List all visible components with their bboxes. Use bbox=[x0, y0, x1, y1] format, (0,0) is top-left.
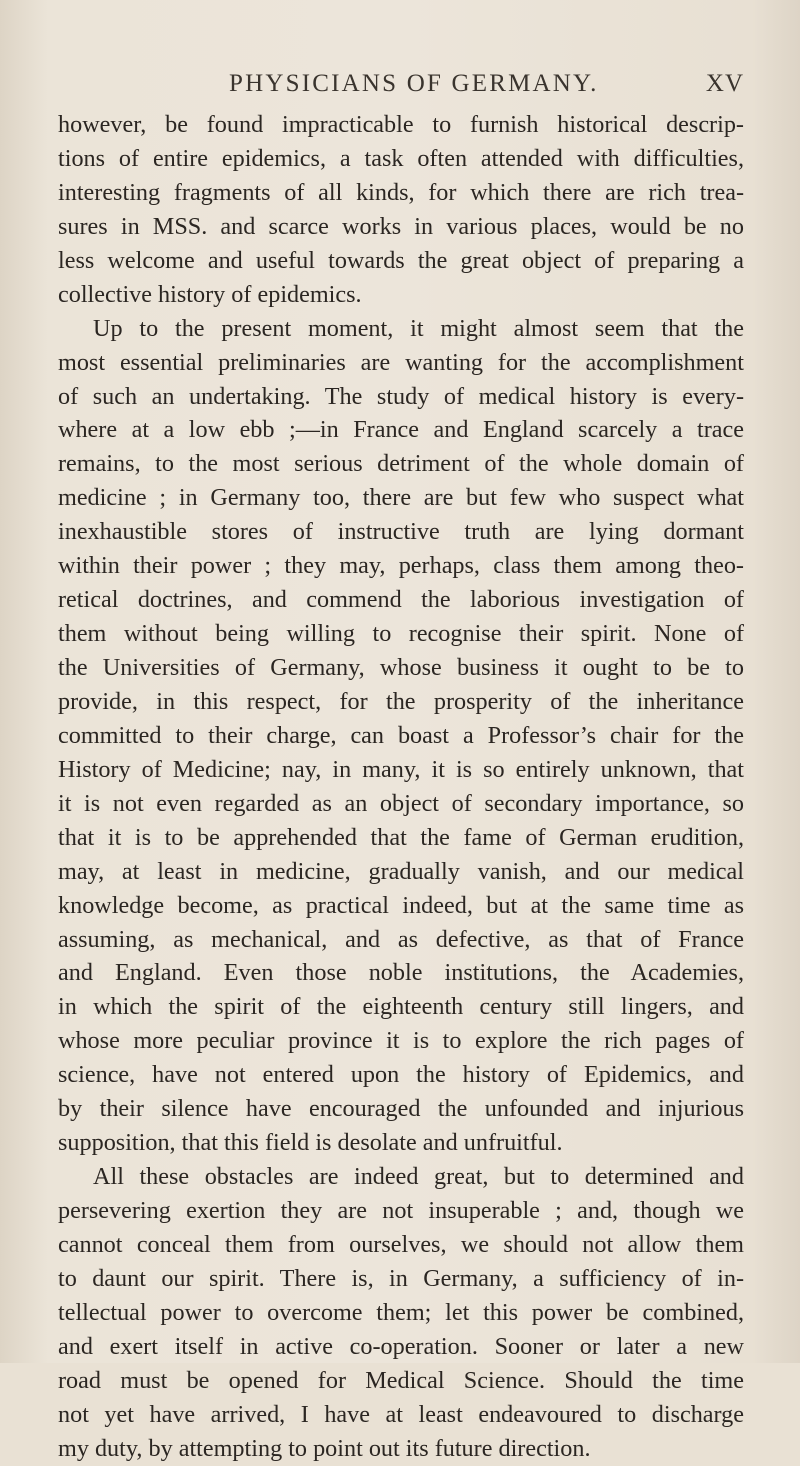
text-line: it is not even regarded as an object of secondary importance, so bbox=[58, 789, 744, 817]
text-line: the Universities of Germany, whose business it ought to be to bbox=[58, 654, 744, 681]
text-line: less welcome and useful towards the great object of preparing a bbox=[58, 246, 744, 274]
text-line: whose more peculiar province it is to explore the rich pages of bbox=[58, 1027, 744, 1055]
text-line: most essential preliminaries are wanting for the accomplishment bbox=[58, 348, 744, 376]
text-line: road must be opened for Medical Science. Should the time bbox=[58, 1366, 744, 1394]
text-line: committed to their charge, can boast a Professor’s chair for the bbox=[58, 721, 744, 749]
text-line: medicine ; in Germany too, there are but few who suspect what bbox=[58, 484, 744, 512]
text-line: where at a low ebb ;—in France and England scarcely a trace bbox=[58, 416, 744, 444]
page-header bbox=[0, 70, 800, 110]
text-line: to daunt our spirit. There is, in Germany, a sufficiency of in- bbox=[58, 1264, 744, 1292]
text-line: interesting fragments of all kinds, for which there are rich trea- bbox=[58, 178, 744, 206]
text-line: my duty, by attempting to point out its future direction. bbox=[58, 1434, 591, 1462]
text-line: remains, to the most serious detriment of the whole domain of bbox=[58, 450, 744, 478]
text-line: of such an undertaking. The study of medical history is every- bbox=[58, 382, 744, 410]
text-line: assuming, as mechanical, and as defective, as that of France bbox=[58, 925, 744, 953]
text-line: supposition, that this field is desolate and unfruitful. bbox=[58, 1129, 563, 1157]
text-line: cannot conceal them from ourselves, we should not allow them bbox=[58, 1230, 744, 1258]
text-line: collective history of epidemics. bbox=[58, 280, 362, 308]
text-line: tellectual power to overcome them; let this power be combined, bbox=[58, 1298, 744, 1326]
text-line: within their power ; they may, perhaps, class them among theo- bbox=[58, 552, 744, 580]
text-line: All these obstacles are indeed great, but to determined and bbox=[93, 1163, 744, 1191]
text-line: that it is to be apprehended that the fame of German erudition, bbox=[58, 823, 744, 851]
text-line: and exert itself in active co-operation. Sooner or later a new bbox=[58, 1332, 744, 1360]
running-title: PHYSICIANS OF GERMANY. bbox=[229, 70, 599, 97]
body-text bbox=[58, 108, 744, 1466]
text-line: in which the spirit of the eighteenth century still lingers, and bbox=[58, 993, 744, 1021]
text-line: sures in MSS. and scarce works in various places, would be no bbox=[58, 212, 744, 240]
text-line: them without being willing to recognise their spirit. None of bbox=[58, 620, 744, 648]
text-line: by their silence have encouraged the unfounded and injurious bbox=[58, 1095, 744, 1123]
text-line: Up to the present moment, it might almost seem that the bbox=[93, 314, 744, 342]
text-line: and England. Even those noble institutions, the Academies, bbox=[58, 959, 744, 987]
page-number: XV bbox=[705, 70, 744, 97]
text-line: History of Medicine; nay, in many, it is so entirely unknown, that bbox=[58, 755, 744, 783]
text-line: not yet have arrived, I have at least endeavoured to discharge bbox=[58, 1400, 744, 1428]
text-line: persevering exertion they are not insuperable ; and, though we bbox=[58, 1197, 744, 1224]
text-line: may, at least in medicine, gradually vanish, and our medical bbox=[58, 857, 744, 885]
text-line: inexhaustible stores of instructive truth are lying dormant bbox=[58, 518, 744, 546]
text-line: knowledge become, as practical indeed, but at the same time as bbox=[58, 891, 744, 919]
text-line: tions of entire epidemics, a task often attended with difficulties, bbox=[58, 144, 744, 172]
text-line: however, be found impracticable to furnish historical descrip- bbox=[58, 111, 744, 138]
text-line: retical doctrines, and commend the laborious investigation of bbox=[58, 586, 744, 614]
text-line: science, have not entered upon the history of Epidemics, and bbox=[58, 1061, 744, 1089]
text-line: provide, in this respect, for the prosperity of the inheritance bbox=[58, 687, 744, 715]
